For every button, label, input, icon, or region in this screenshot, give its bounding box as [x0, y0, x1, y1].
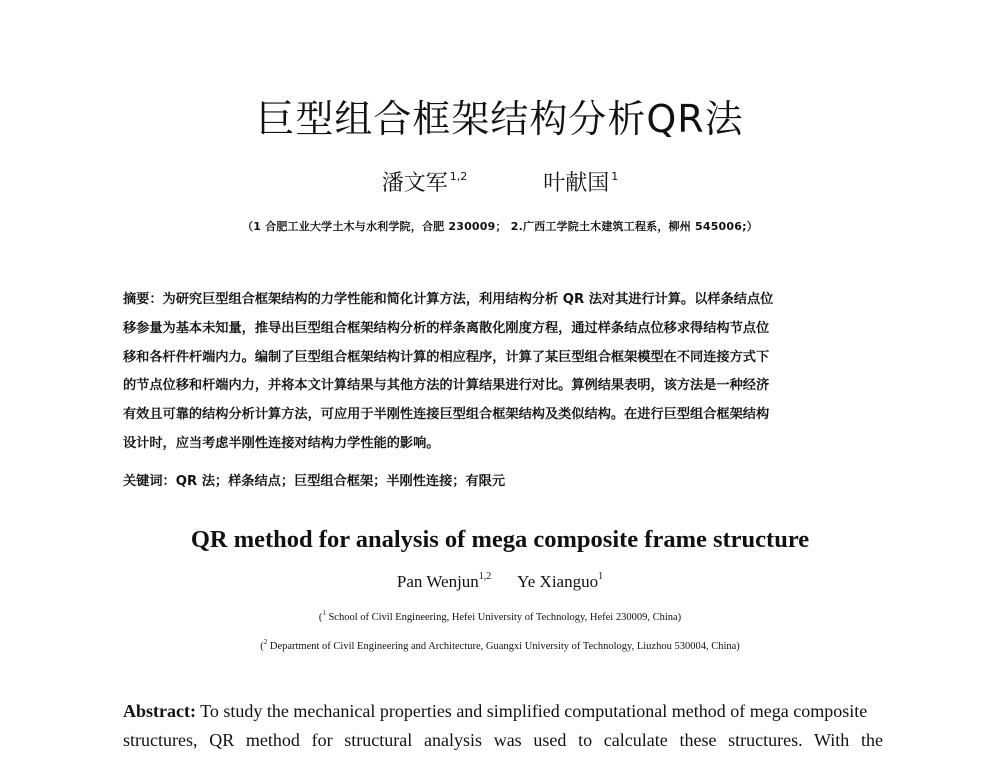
- chinese-abstract-line: 的节点位移和杆端内力，并将本文计算结果与其他方法的计算结果进行对比。算例结果表明，该方法是一种经济: [123, 378, 770, 394]
- english-author-1-sup: 1,2: [478, 571, 492, 582]
- chinese-author-2-sup: 1: [611, 170, 619, 183]
- chinese-abstract-line: 有效且可靠的结构分析计算方法，可应用于半刚性连接巨型组合框架结构及类似结构。在进行巨型组合框架结构: [123, 407, 770, 423]
- english-abstract: [123, 697, 883, 755]
- english-abstract-line: [123, 697, 883, 726]
- chinese-author-1-sup: 1,2: [449, 170, 468, 183]
- chinese-abstract-line: 设计时，应当考虑半刚性连接对结构力学性能的影响。: [123, 435, 440, 451]
- english-affiliation-1: ($^1$ School of Civil Engineering, Hefei University of Technology, Hefei 230009, China): [318, 609, 682, 623]
- chinese-abstract: [123, 286, 885, 459]
- english-author-1-name: Pan Wenjun: [396, 572, 479, 591]
- english-author-2-sup: 1: [598, 571, 604, 582]
- english-author-2-name: Ye Xianguo: [517, 572, 599, 591]
- chinese-author-1: [382, 166, 468, 197]
- english-affiliation-2-sup: 2: [263, 638, 268, 646]
- chinese-author-1-name: 潘文军: [381, 171, 448, 196]
- english-author-1: [397, 572, 491, 591]
- english-affiliation-1-sup: 1: [322, 609, 326, 617]
- english-abstract-line: structures, QR method for structural analysis was used to calculate these structures. With the: [123, 730, 883, 750]
- chinese-abstract-line: 移参量为基本未知量，推导出巨型组合框架结构分析的样条离散化刚度方程，通过样条结点位移求得结构节点位: [123, 320, 770, 336]
- chinese-abstract-line: 摘要：为研究巨型组合框架结构的力学性能和简化计算方法，利用结构分析 QR 法对其进行计算。以样条结点位: [123, 292, 774, 307]
- chinese-abstract-line: 移和各杆件杆端内力。编制了巨型组合框架结构计算的相应程序，计算了某巨型组合框架模型在不同连接方式下: [123, 349, 770, 365]
- english-author-2: [517, 572, 603, 591]
- english-title: QR method for analysis of mega composite frame structure: [190, 526, 810, 553]
- english-abstract-label: Abstract:: [123, 701, 196, 721]
- english-affiliation-1-text: School of Civil Engineering, Hefei University of Technology, Hefei 230009, China): [325, 612, 682, 623]
- chinese-authors: [0, 166, 1000, 197]
- english-affiliation-2-text: Department of Civil Engineering and Architecture, Guangxi University of Technology, Liuzhou 530004, China): [267, 641, 740, 652]
- chinese-title: 巨型组合框架结构分析QR法: [256, 97, 744, 141]
- chinese-author-2: [543, 166, 618, 197]
- chinese-affiliation: （1 合肥工业大学土木与水利学院，合肥 230009； 2.广西工学院土木建筑工程系，柳州 545006;）: [242, 220, 758, 233]
- chinese-keywords: 关键词：QR 法；样条结点；巨型组合框架；半刚性连接；有限元: [123, 474, 506, 489]
- english-affiliation-2: ($^2$ Department of Civil Engineering and Architecture, Guangxi University of Technology, Liuzhou 530004, China): [260, 638, 740, 652]
- chinese-author-2-name: 叶献国: [543, 171, 610, 196]
- english-abstract-line-text: To study the mechanical properties and simplified computational method of mega composite: [195, 701, 868, 721]
- english-authors: [0, 571, 1000, 592]
